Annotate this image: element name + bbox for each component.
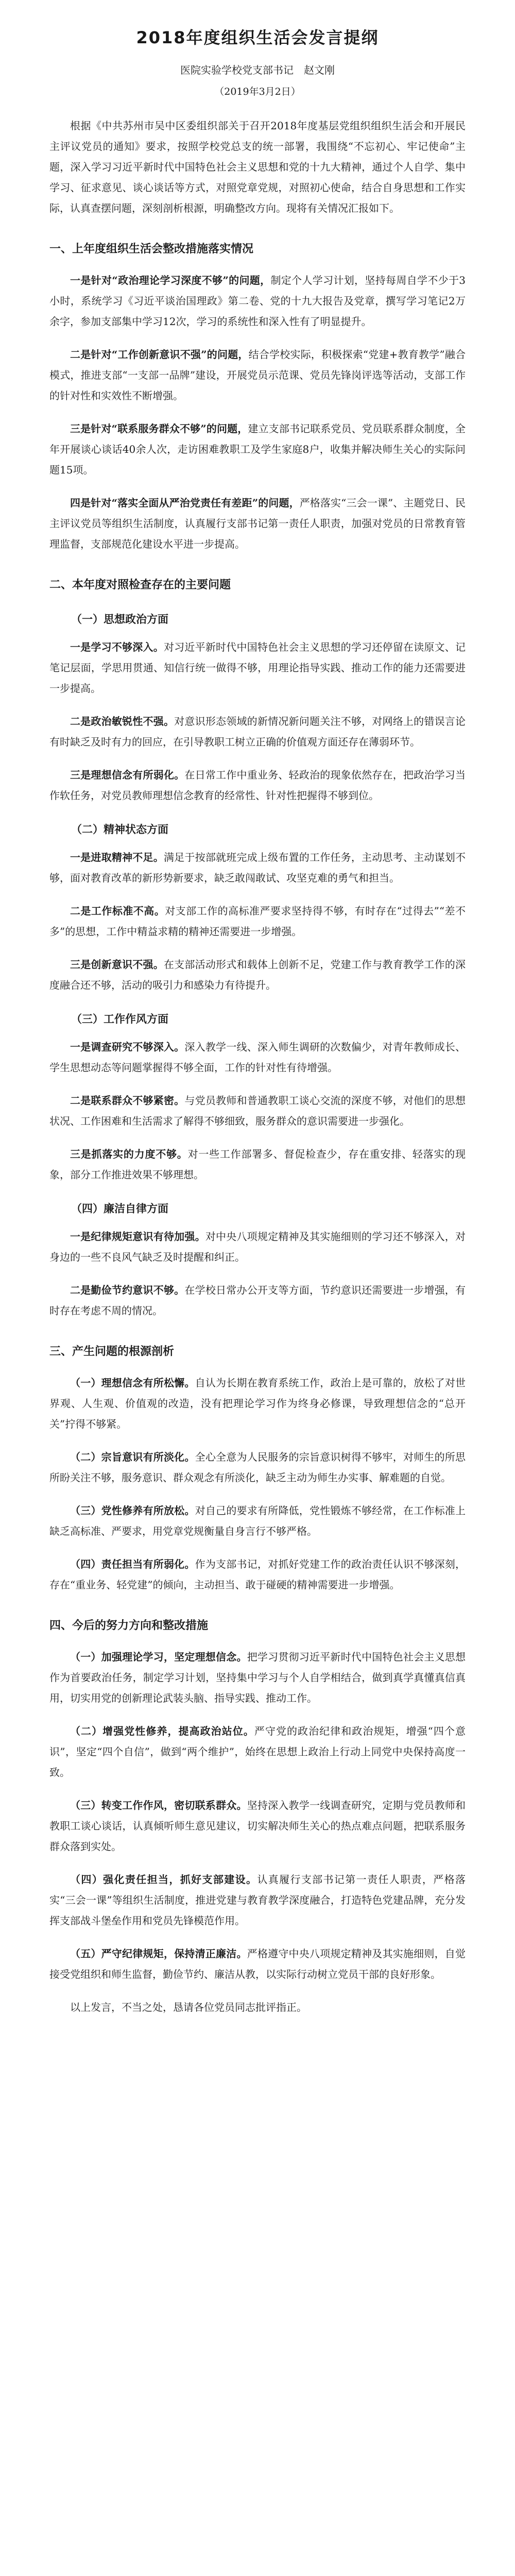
item-text: 在支部活动形式和载体上创新不足，党建工作与教育教学工作的深度融合还不够，活动的吸引力和感染力有待提升。	[49, 958, 466, 991]
document-title: 2018年度组织生活会发言提纲	[136, 28, 379, 47]
item-text: 对中央八项规定精神及其实施细则的学习还不够深入，对身边的一些不良风气缺乏及时提醒和纠正。	[49, 1230, 466, 1263]
section-heading: 二、本年度对照检查存在的主要问题	[49, 579, 231, 591]
paragraph-text: 对自己的要求有所降低，党性锻炼不够经常，在工作标准上缺乏高标准、严要求，用党章党规衡量自身言行不够严格。	[49, 1504, 466, 1537]
paragraph-lead: （一）理想信念有所松懈。	[70, 1377, 195, 1389]
item-lead: 一是调查研究不够深入。	[70, 1041, 185, 1053]
section-paragraph	[49, 270, 466, 332]
item-text: 满足于按部就班完成上级布置的工作任务，主动思考、主动谋划不够，面对教育改革的新形势新要求，缺乏敢闯敢试、攻坚克难的勇气和担当。	[49, 851, 466, 884]
list-item	[49, 1090, 466, 1131]
list-item	[49, 711, 466, 752]
item-lead: 二是勤俭节约意识不够。	[70, 1284, 185, 1296]
item-text: 对支部工作的高标准严要求坚持得不够，有时存在“过得去”“差不多”的思想，工作中精益求精的精神还需要进一步增强。	[49, 905, 466, 938]
section-paragraph	[49, 1554, 466, 1595]
paragraph-lead: （一）加强理论学习，坚定理想信念。	[70, 1651, 247, 1663]
section-paragraph	[49, 1647, 466, 1708]
subsection-heading: （三）工作作风方面	[71, 1012, 168, 1025]
paragraph-lead: （四）责任担当有所弱化。	[70, 1558, 195, 1570]
paragraph-lead: （三）党性修养有所放松。	[70, 1504, 195, 1517]
paragraph-text: 严格落实“三会一课”、主题党日、民主评议党员等组织生活制度，认真履行支部书记第一责任人职责，加强对党员的日常教育管理监督，支部规范化建设水平进一步提高。	[49, 497, 466, 550]
paragraph-text: 严守党的政治纪律和政治规矩，增强“四个意识”，坚定“四个自信”，做到“两个维护”，始终在思想上政治上行动上同党中央保持高度一致。	[49, 1725, 466, 1778]
intro-paragraph: 根据《中共苏州市吴中区委组织部关于召开2018年度基层党组织组织生活会和开展民主评议党员的通知》要求，按照学校党总支的统一部署，我围绕“不忘初心、牢记使命”主题，深入学习习近平新时代中国特色社会主义思想和党的十九大精神，通过个人自学、集中学习、征求意见、谈心谈话等方式，对照党章党规，对照初心使命，结合自身思想和工作实际，认真查摆问题，深刻剖析根源，明确整改方向。现将有关情况汇报如下。	[49, 120, 466, 214]
paragraph-text: 作为支部书记，对抓好党建工作的政治责任认识不够深刻，存在“重业务、轻党建”的倾向，主动担当、敢于碰硬的精神需要进一步增强。	[49, 1558, 466, 1591]
section-paragraph	[49, 1500, 466, 1541]
subsection-heading: （四）廉洁自律方面	[71, 1202, 168, 1215]
item-text: 深入教学一线、深入师生调研的次数偏少，对青年教师成长、学生思想动态等问题掌握得不够全面，工作的针对性有待增强。	[49, 1041, 466, 1074]
paragraph-lead: 三是针对“联系服务群众不够”的问题，	[70, 422, 248, 435]
paragraph-lead: （三）转变工作作风，密切联系群众。	[70, 1799, 247, 1811]
section-paragraph	[49, 1372, 466, 1434]
list-item	[49, 1280, 466, 1321]
section-paragraph	[49, 1869, 466, 1931]
section-heading: 三、产生问题的根源剖析	[49, 1345, 175, 1358]
item-lead: 一是学习不够深入。	[70, 641, 164, 653]
section-paragraph	[49, 418, 466, 480]
paragraph-text: 结合学校实际，积极探索“党建+教育教学”融合模式，推进支部“一支部一品牌”建设，开展党员示范课、党员先锋岗评选等活动，支部工作的针对性和实效性不断增强。	[49, 348, 466, 402]
item-lead: 三是创新意识不强。	[70, 958, 164, 971]
paragraph-lead: （二）宗旨意识有所淡化。	[70, 1451, 195, 1463]
item-lead: 一是进取精神不足。	[70, 851, 164, 863]
paragraph-lead: （二）增强党性修养，提高政治站位。	[70, 1725, 254, 1737]
section-paragraph	[49, 493, 466, 554]
list-item	[49, 1226, 466, 1267]
item-lead: 三是抓落实的力度不够。	[70, 1148, 188, 1160]
section-paragraph	[49, 344, 466, 406]
paragraph-text: 全心全意为人民服务的宗旨意识树得不够牢，对师生的所思所盼关注不够，服务意识、群众观念有所淡化，缺乏主动为师生办实事、解难题的自觉。	[49, 1451, 466, 1484]
item-lead: 一是纪律规矩意识有待加强。	[70, 1230, 205, 1243]
item-text: 在学校日常办公开支等方面，节约意识还需要进一步增强，有时存在考虑不周的情况。	[49, 1284, 466, 1317]
paragraph-text: 认真履行支部书记第一责任人职责，严格落实“三会一课”等组织生活制度，推进党建与教育教学深度融合，打造特色党建品牌，充分发挥支部战斗堡垒作用和党员先锋模范作用。	[49, 1873, 466, 1927]
list-item	[49, 765, 466, 806]
item-lead: 二是工作标准不高。	[70, 905, 165, 917]
item-lead: 二是联系群众不够紧密。	[70, 1094, 185, 1107]
section-paragraph	[49, 1943, 466, 1985]
paragraph-text: 自认为长期在教育系统工作，政治上是可靠的，放松了对世界观、人生观、价值观的改造，没有把理论学习作为终身必修课，导致理想信念的“总开关”拧得不够紧。	[49, 1377, 466, 1430]
section-paragraph	[49, 1447, 466, 1488]
list-item	[49, 847, 466, 888]
paragraph-lead: 二是针对“工作创新意识不强”的问题，	[70, 348, 249, 361]
paragraph-lead: （四）强化责任担当，抓好支部建设。	[70, 1873, 258, 1886]
item-lead: 二是政治敏锐性不强。	[70, 715, 175, 727]
item-text: 对一些工作部署多、督促检查少，存在重安排、轻落实的现象，部分工作推进效果不够理想。	[49, 1148, 466, 1181]
section-paragraph	[49, 1795, 466, 1857]
paragraph-lead: 一是针对“政治理论学习深度不够”的问题，	[70, 274, 271, 286]
list-item	[49, 954, 466, 995]
paragraph-text: 建立支部书记联系党员、党员联系群众制度，全年开展谈心谈话40余人次，走访困难教职工及学生家庭8户，收集并解决师生关心的实际问题15项。	[49, 422, 466, 476]
document-date: （2019年3月2日）	[214, 86, 301, 97]
list-item	[49, 1037, 466, 1078]
list-item	[49, 1144, 466, 1185]
list-item	[49, 637, 466, 699]
item-text: 对习近平新时代中国特色社会主义思想的学习还停留在读原文、记笔记层面，学思用贯通、知信行统一做得不够，用理论指导实践、推动工作的能力还需要进一步提高。	[49, 641, 466, 694]
paragraph-text: 严格遵守中央八项规定精神及其实施细则，自觉接受党组织和师生监督，勤俭节约、廉洁从教，以实际行动树立党员干部的良好形象。	[49, 1947, 466, 1980]
paragraph-lead: 四是针对“落实全面从严治党责任有差距”的问题，	[70, 497, 300, 509]
subsection-heading: （一）思想政治方面	[71, 613, 168, 625]
section-paragraph	[49, 1721, 466, 1783]
item-text: 在日常工作中重业务、轻政治的现象依然存在，把政治学习当作软任务，对党员教师理想信念教育的经常性、针对性把握得不够到位。	[49, 769, 466, 802]
section-heading: 一、上年度组织生活会整改措施落实情况	[49, 243, 254, 256]
subsection-heading: （二）精神状态方面	[71, 823, 168, 836]
paragraph-text: 把学习贯彻习近平新时代中国特色社会主义思想作为首要政治任务，制定学习计划，坚持集中学习与个人自学相结合，做到真学真懂真信真用，切实用党的创新理论武装头脑、指导实践、推动工作。	[49, 1651, 466, 1704]
item-text: 对意识形态领域的新情况新问题关注不够，对网络上的错误言论有时缺乏及时有力的回应，在引导教职工树立正确的价值观方面还存在薄弱环节。	[49, 715, 466, 748]
paragraph-lead: （五）严守纪律规矩，保持清正廉洁。	[70, 1947, 247, 1960]
document-author-line: 医院实验学校党支部书记 赵文刚	[180, 64, 335, 76]
paragraph-text: 坚持深入教学一线调查研究，定期与党员教师和教职工谈心谈话，认真倾听师生意见建议，切实解决师生关心的热点难点问题，把联系服务群众落到实处。	[49, 1799, 466, 1853]
item-text: 与党员教师和普通教职工谈心交流的深度不够，对他们的思想状况、工作困难和生活需求了解得不够细致，服务群众的意识需要进一步强化。	[49, 1094, 466, 1127]
closing-paragraph: 以上发言，不当之处，恳请各位党员同志批评指正。	[70, 2001, 307, 2013]
list-item	[49, 901, 466, 942]
item-lead: 三是理想信念有所弱化。	[70, 769, 185, 781]
paragraph-text: 制定个人学习计划，坚持每周自学不少于3小时，系统学习《习近平谈治国理政》第二卷、党的十九大报告及党章，撰写学习笔记2万余字，参加支部集中学习12次，学习的系统性和深入性有了明显提升。	[49, 274, 466, 328]
section-heading: 四、今后的努力方向和整改措施	[49, 1619, 209, 1632]
